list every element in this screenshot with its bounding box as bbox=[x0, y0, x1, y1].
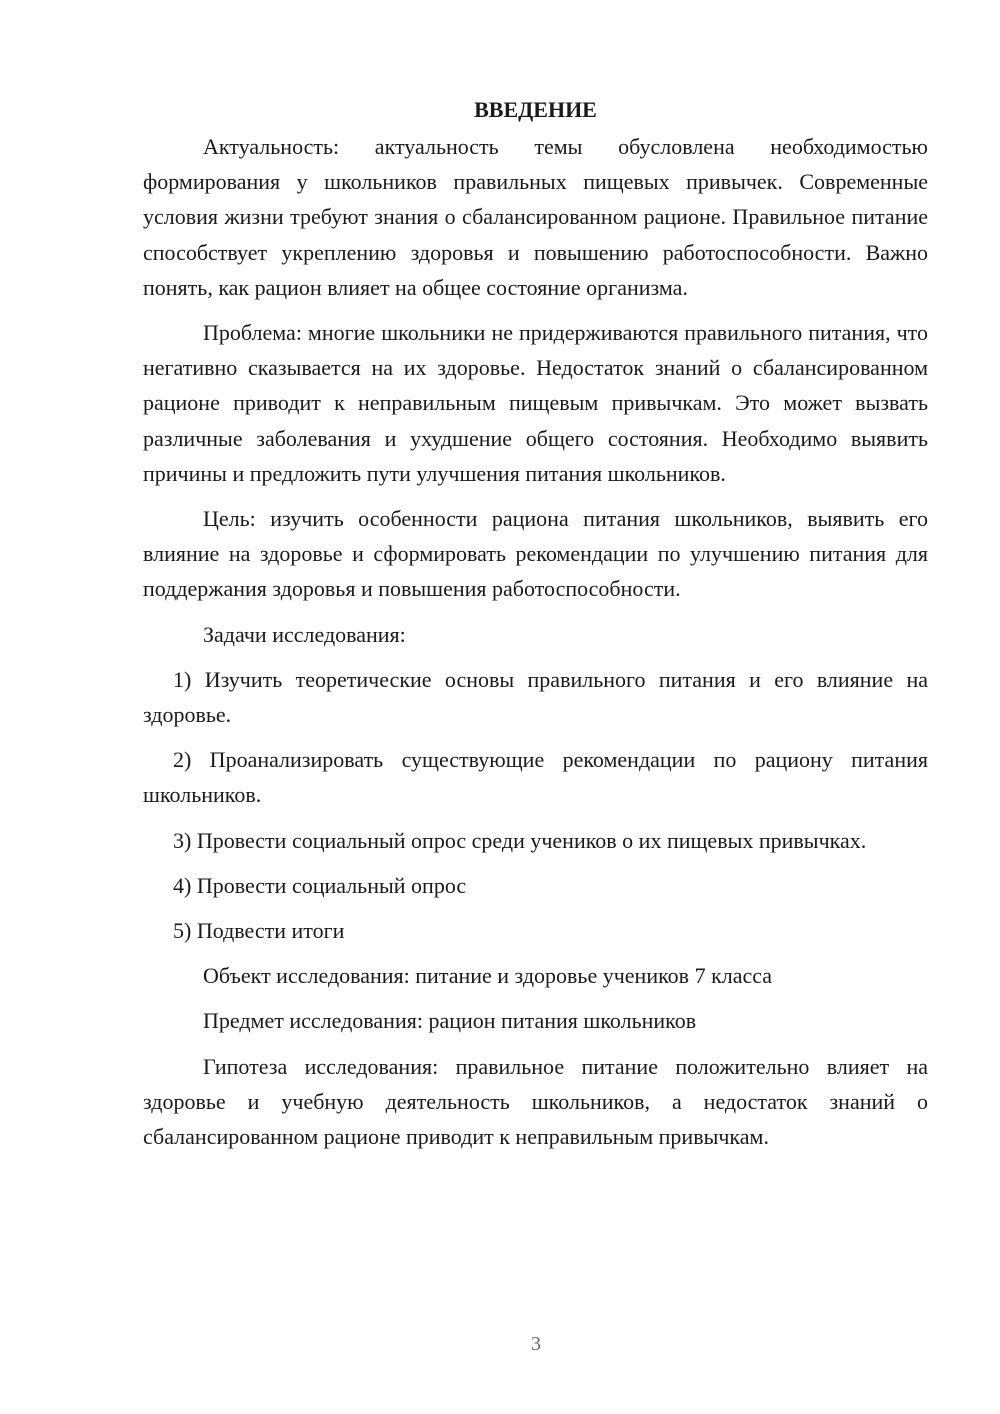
task-item: 1) Изучить теоретические основы правильного питания и его влияние на здоровье. bbox=[143, 666, 928, 728]
section-title: ВВЕДЕНИЕ bbox=[474, 97, 597, 122]
task-item: 2) Проанализировать существующие рекомендации по рациону питания школьников. bbox=[143, 747, 928, 808]
goal-paragraph: Цель: изучить особенности рациона питания школьников, выявить его влияние на здоровье и сформировать рекомендации по улучшению питания для поддержания здоровья и повышения работоспособности. bbox=[143, 506, 928, 602]
tasks-heading: Задачи исследования: bbox=[203, 621, 406, 647]
problem-paragraph: Проблема: многие школьники не придерживаются правильного питания, что негативно сказывается на их здоровье. Недостаток знаний о сбалансированном рационе приводит к неправильным пищевым привычкам. Это может вызвать различные заболевания и ухудшение общего состояния. Необходимо выявить причины и предложить пути улучшения питания школьников. bbox=[143, 320, 928, 486]
task-item: 5) Подвести итоги bbox=[173, 918, 345, 944]
object-paragraph: Объект исследования: питание и здоровье учеников 7 класса bbox=[203, 963, 773, 989]
relevance-paragraph: Актуальность: актуальность темы обусловлена необходимостью формирования у школьников правильных пищевых привычек. Современные условия жизни требуют знания о сбалансированном рационе. Правильное питание способствует укреплению здоровья и повышению работоспособности. Важно понять, как рацион влияет на общее состояние организма. bbox=[143, 134, 928, 300]
hypothesis-paragraph: Гипотеза исследования: правильное питание положительно влияет на здоровье и учебную деятельность школьников, а недостаток знаний о сбалансированном рационе приводит к неправильным привычкам. bbox=[143, 1053, 928, 1150]
page-number: 3 bbox=[531, 1333, 541, 1355]
document-page bbox=[143, 92, 928, 1164]
task-item: 4) Провести социальный опрос bbox=[173, 872, 467, 898]
subject-paragraph: Предмет исследования: рацион питания школьников bbox=[203, 1008, 697, 1034]
task-item: 3) Провести социальный опрос среди учеников о их пищевых привычках. bbox=[173, 827, 867, 853]
